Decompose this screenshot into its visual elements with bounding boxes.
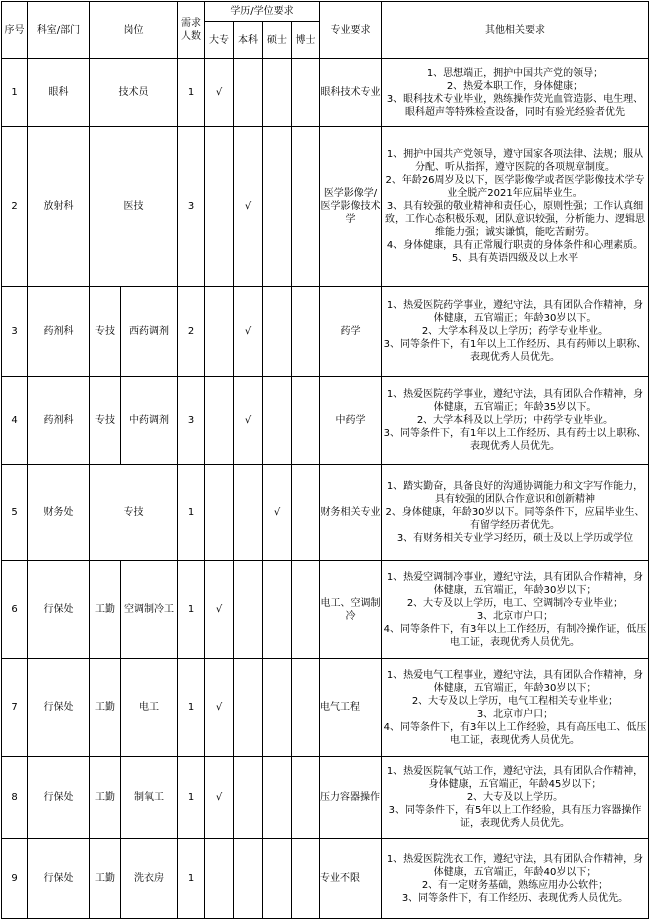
row-requirements xyxy=(382,659,649,757)
row-major: 中药学 xyxy=(320,377,382,465)
requirement-line: 3、北京市户口； xyxy=(476,708,554,720)
row-count: 1 xyxy=(178,659,205,757)
row-seq: 4 xyxy=(2,377,28,465)
row-major: 电工、空调制冷 xyxy=(320,561,382,659)
row-position: 电工 xyxy=(121,659,178,757)
row-count: 3 xyxy=(178,377,205,465)
requirement-line: 1、拥护中国共产党领导，遵守国家各项法律、法规；服从分配、听从指挥，遵守医院的各项规章制度。 xyxy=(386,149,644,173)
check-mark: √ xyxy=(244,326,252,337)
row-dept: 财务处 xyxy=(28,465,90,561)
requirement-line: 3、同等条件下，有工作经历、表现优秀人员优先。 xyxy=(401,892,629,904)
edu-cell xyxy=(263,839,292,919)
recruitment-table xyxy=(1,1,649,919)
header-major: 专业要求 xyxy=(320,2,382,59)
row-position: 西药调剂 xyxy=(121,287,178,377)
row-count: 1 xyxy=(178,561,205,659)
table-row xyxy=(2,287,649,377)
edu-cell xyxy=(205,465,234,561)
requirement-line: 3、具有较强的敬业精神和责任心，原则性强；工作认真细致，工作心态积极乐观，团队意识较强，分析能力、逻辑思维能力强；诚实谦慎，能吃苦耐劳。 xyxy=(385,201,645,238)
row-dept: 药剂科 xyxy=(28,287,90,377)
row-seq: 3 xyxy=(2,287,28,377)
row-position: 制氧工 xyxy=(121,757,178,839)
header-position: 岗位 xyxy=(90,2,178,59)
edu-cell xyxy=(234,127,263,287)
requirement-line: 3、同等条件下，有1年以上工作经历、具有药师以上职称、表现优秀人员优先。 xyxy=(383,339,647,363)
edu-cell xyxy=(263,59,292,127)
requirement-line: 1、热爱医院药学事业，遵纪守法，具有团队合作精神，身体健康，五官端正；年龄30岁以下。 xyxy=(386,300,644,324)
row-seq: 2 xyxy=(2,127,28,287)
requirement-line: 2、身体健康，年龄30岁以下。同等条件下，应届毕业生、有留学经历者优先。 xyxy=(385,507,645,531)
edu-cell xyxy=(205,377,234,465)
edu-cell xyxy=(263,127,292,287)
requirement-line: 1、踏实勤奋，具备良好的沟通协调能力和文字写作能力，具有较强的团队合作意识和创新精神 xyxy=(386,481,644,505)
row-major: 专业不限 xyxy=(320,839,382,919)
edu-cell xyxy=(205,757,234,839)
row-seq: 8 xyxy=(2,757,28,839)
header-edu-level: 硕士 xyxy=(263,22,292,59)
requirement-line: 1、热爱电气工程事业，遵纪守法，具有团队合作精神，身体健康，五官端正，年龄30岁以下； xyxy=(386,669,644,694)
requirement-line: 2、大专及以上学历，电气工程相关专业毕业； xyxy=(411,695,619,707)
requirement-line: 1、思想端正，拥护中国共产党的领导； xyxy=(426,67,604,79)
edu-cell xyxy=(234,377,263,465)
header-edu-level: 大专 xyxy=(205,22,234,59)
row-requirements xyxy=(382,465,649,561)
edu-cell xyxy=(234,659,263,757)
edu-cell xyxy=(205,839,234,919)
row-major: 药学 xyxy=(320,287,382,377)
row-requirements xyxy=(382,757,649,839)
requirement-line: 3、眼科技术专业毕业，熟练操作荧光血管造影、电生理、眼科超声等特殊检查设备，同时有验光经验者优先 xyxy=(386,93,644,118)
check-mark: √ xyxy=(215,792,223,803)
requirement-line: 1、热爱医院氧气站工作，遵纪守法，具有团队合作精神，身体健康，五官端正，年龄45岁以下； xyxy=(386,766,644,790)
requirement-line: 3、同等条件下，有1年以上工作经历、具有药士以上职称、表现优秀人员优先。 xyxy=(383,428,647,452)
requirement-line: 3、有财务相关专业学习经历，硕士及以上学历或学位 xyxy=(396,533,634,544)
edu-cell xyxy=(205,287,234,377)
edu-cell xyxy=(292,757,320,839)
requirement-line: 5、具有英语四级及以上水平 xyxy=(451,253,579,264)
row-seq: 6 xyxy=(2,561,28,659)
edu-cell xyxy=(263,287,292,377)
requirement-line: 2、热爱本职工作，身体健康； xyxy=(446,80,584,92)
table-body xyxy=(2,59,649,919)
check-mark: √ xyxy=(244,415,252,426)
row-position: 洗衣房 xyxy=(121,839,178,919)
edu-cell xyxy=(205,59,234,127)
row-major: 医学影像学/医学影像技术学 xyxy=(320,127,382,287)
row-major: 财务相关专业 xyxy=(320,465,382,561)
check-mark: √ xyxy=(215,604,223,615)
edu-cell xyxy=(292,561,320,659)
row-requirements xyxy=(382,377,649,465)
table-row xyxy=(2,59,649,127)
requirement-line: 3、北京市户口； xyxy=(476,610,554,622)
row-position-type: 工勤 xyxy=(90,839,121,919)
edu-cell xyxy=(205,127,234,287)
row-count: 1 xyxy=(178,59,205,127)
table-row xyxy=(2,465,649,561)
table-row xyxy=(2,839,649,919)
row-count: 1 xyxy=(178,757,205,839)
row-dept: 行保处 xyxy=(28,561,90,659)
row-position: 空调制冷工 xyxy=(121,561,178,659)
edu-cell xyxy=(205,561,234,659)
row-position-type: 工勤 xyxy=(90,659,121,757)
edu-cell xyxy=(292,839,320,919)
row-dept: 药剂科 xyxy=(28,377,90,465)
requirement-line: 2、有一定财务基础，熟练应用办公软件； xyxy=(421,879,609,891)
row-requirements xyxy=(382,561,649,659)
edu-cell xyxy=(234,561,263,659)
check-mark: √ xyxy=(273,507,281,518)
header-count: 需求人数 xyxy=(178,2,205,59)
edu-cell xyxy=(234,287,263,377)
row-dept: 行保处 xyxy=(28,659,90,757)
row-position-type: 专技 xyxy=(90,287,121,377)
header-other: 其他相关要求 xyxy=(382,2,649,59)
requirement-line: 4、同等条件下，有3年以上工作经历，有制冷操作证，低压电工证，表现优秀人员优先。 xyxy=(383,623,647,648)
edu-cell xyxy=(263,465,292,561)
check-mark: √ xyxy=(215,702,223,713)
row-position: 医技 xyxy=(90,127,178,287)
edu-cell xyxy=(292,59,320,127)
requirement-line: 4、同等条件下，有3年以上工作经验，具有高压电工、低压电工证，表现优秀人员优先。 xyxy=(383,721,647,746)
table-row xyxy=(2,561,649,659)
row-dept: 行保处 xyxy=(28,839,90,919)
requirement-line: 4、身体健康，具有正常履行职责的身体条件和心理素质。 xyxy=(386,240,644,251)
edu-cell xyxy=(292,377,320,465)
requirement-line: 1、热爱空调制冷事业，遵纪守法，具有团队合作精神，身体健康，五官端正，年龄30岁以下； xyxy=(386,571,644,596)
row-position-type: 工勤 xyxy=(90,757,121,839)
requirement-line: 2、年龄26周岁及以下，医学影像学或者医学影像技术学专业全脱产2021年应届毕业生。 xyxy=(385,175,645,199)
row-major: 眼科技术专业 xyxy=(320,59,382,127)
row-seq: 7 xyxy=(2,659,28,757)
edu-cell xyxy=(263,757,292,839)
row-position-type: 专技 xyxy=(90,377,121,465)
row-requirements xyxy=(382,839,649,919)
row-major: 压力容器操作 xyxy=(320,757,382,839)
header-dept: 科室/部门 xyxy=(28,2,90,59)
edu-cell xyxy=(205,659,234,757)
header-seq: 序号 xyxy=(2,2,28,59)
edu-cell xyxy=(292,287,320,377)
edu-cell xyxy=(263,377,292,465)
row-count: 3 xyxy=(178,127,205,287)
row-seq: 1 xyxy=(2,59,28,127)
row-seq: 5 xyxy=(2,465,28,561)
table-row xyxy=(2,127,649,287)
edu-cell xyxy=(234,757,263,839)
row-requirements xyxy=(382,59,649,127)
row-requirements xyxy=(382,287,649,377)
edu-cell xyxy=(234,465,263,561)
row-major: 电气工程 xyxy=(320,659,382,757)
requirement-line: 1、热爱医院药学事业，遵纪守法，具有团队合作精神，身体健康，五官端正；年龄35岁以下。 xyxy=(386,389,644,413)
table-row xyxy=(2,377,649,465)
check-mark: √ xyxy=(244,201,252,212)
edu-cell xyxy=(234,839,263,919)
edu-cell xyxy=(263,561,292,659)
row-count: 1 xyxy=(178,465,205,561)
edu-cell xyxy=(292,659,320,757)
table-row xyxy=(2,757,649,839)
row-dept: 放射科 xyxy=(28,127,90,287)
row-count: 1 xyxy=(178,839,205,919)
row-position: 专技 xyxy=(90,465,178,561)
edu-cell xyxy=(263,659,292,757)
row-count: 2 xyxy=(178,287,205,377)
row-position: 技术员 xyxy=(90,59,178,127)
edu-cell xyxy=(292,127,320,287)
requirement-line: 3、同等条件下，有5年以上工作经验，具有压力容器操作证，表现优秀人员优先。 xyxy=(388,805,642,829)
row-dept: 行保处 xyxy=(28,757,90,839)
check-mark: √ xyxy=(215,87,223,98)
row-position-type: 工勤 xyxy=(90,561,121,659)
row-seq: 9 xyxy=(2,839,28,919)
row-position: 中药调剂 xyxy=(121,377,178,465)
requirement-line: 2、大专及以上学历，电工、空调制冷专业毕业； xyxy=(406,597,624,609)
header-edu-level: 本科 xyxy=(234,22,263,59)
header-edu: 学历/学位要求 xyxy=(205,2,320,22)
row-requirements xyxy=(382,127,649,287)
edu-cell xyxy=(292,465,320,561)
requirement-line: 1、热爱医院洗衣工作，遵纪守法，具有团队合作精神，身体健康，五官端正，年龄40岁以下； xyxy=(386,853,644,878)
edu-cell xyxy=(234,59,263,127)
header-edu-level: 博士 xyxy=(292,22,320,59)
requirement-line: 2、大学本科及以上学历；中药学专业毕业。 xyxy=(416,415,614,426)
requirement-line: 2、大学本科及以上学历；药学专业毕业。 xyxy=(421,326,609,337)
row-dept: 眼科 xyxy=(28,59,90,127)
requirement-line: 2、大专及以上学历。 xyxy=(466,792,564,803)
table-row xyxy=(2,659,649,757)
